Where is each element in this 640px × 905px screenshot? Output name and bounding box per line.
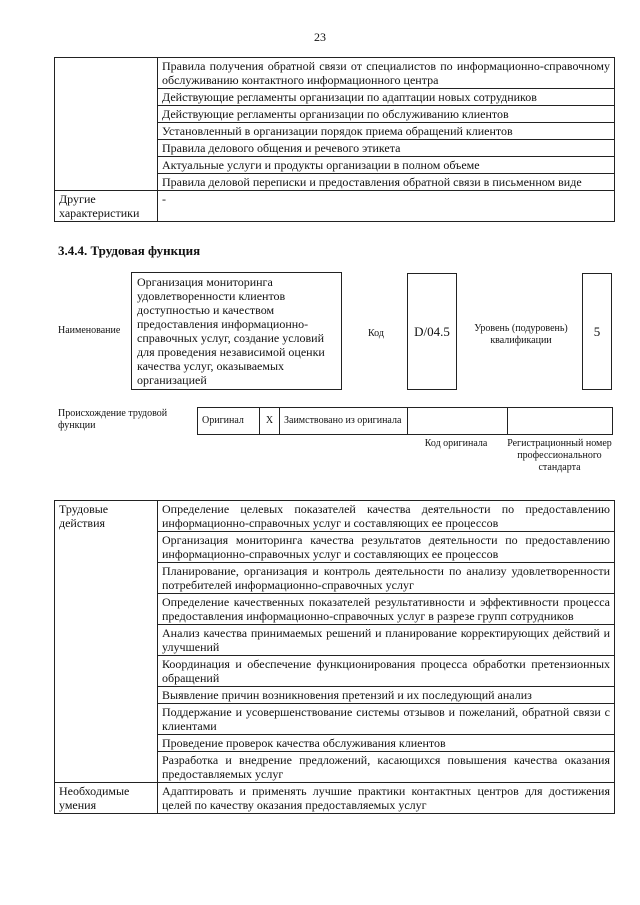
actions-label: Трудовые действия bbox=[55, 501, 158, 783]
code-original-label: Код оригинала bbox=[424, 438, 488, 449]
action-item: Организация мониторинга качества результатов деятельности по предоставлению информационно-справочных услуг и составляющих ее процессов bbox=[158, 532, 615, 563]
level-box: 5 bbox=[582, 273, 612, 390]
code-label: Код bbox=[368, 328, 384, 339]
knowledge-item: Установленный в организации порядок приема обращений клиентов bbox=[158, 123, 615, 140]
knowledge-item: Действующие регламенты организации по обслуживанию клиентов bbox=[158, 106, 615, 123]
section-title: 3.4.4. Трудовая функция bbox=[58, 243, 201, 258]
borrowed-label: Заимствовано из оригинала bbox=[280, 408, 408, 435]
empty-label-cell bbox=[55, 58, 158, 191]
other-characteristics-value: - bbox=[158, 191, 615, 222]
knowledge-item: Правила делового общения и речевого этикета bbox=[158, 140, 615, 157]
action-item: Планирование, организация и контроль деятельности по анализу удовлетворенности потребителей информационно-справочных услуг bbox=[158, 563, 615, 594]
knowledge-item: Действующие регламенты организации по адаптации новых сотрудников bbox=[158, 89, 615, 106]
origin-table bbox=[197, 407, 613, 435]
knowledge-item: Актуальные услуги и продукты организации в полном объеме bbox=[158, 157, 615, 174]
action-item: Координация и обеспечение функционирования процесса обработки претензионных обращений bbox=[158, 656, 615, 687]
code-original-cell bbox=[408, 408, 508, 435]
function-code-box: D/04.5 bbox=[407, 273, 457, 390]
function-name-box: Организация мониторинга удовлетворенности клиентов доступностью и качеством предоставления информационно-справочных услуг, создание условий для проведения независимой оценки качества услуг, оказываемых организацией bbox=[131, 272, 342, 390]
actions-table bbox=[54, 500, 615, 814]
knowledge-table bbox=[54, 57, 615, 222]
table-row bbox=[55, 501, 615, 532]
table-row bbox=[55, 783, 615, 814]
action-item: Поддержание и усовершенствование системы отзывов и пожеланий, обратной связи с клиентами bbox=[158, 704, 615, 735]
page-number: 23 bbox=[314, 30, 326, 44]
reg-number-cell bbox=[508, 408, 613, 435]
action-item: Выявление причин возникновения претензий и их последующий анализ bbox=[158, 687, 615, 704]
action-item: Разработка и внедрение предложений, касающихся повышения качества оказания предоставляемых услуг bbox=[158, 752, 615, 783]
action-item: Проведение проверок качества обслуживания клиентов bbox=[158, 735, 615, 752]
skill-item: Адаптировать и применять лучшие практики контактных центров для достижения целей по качеству оказания предоставляемых услуг bbox=[158, 783, 615, 814]
other-characteristics-label: Другие характеристики bbox=[55, 191, 158, 222]
knowledge-item: Правила получения обратной связи от специалистов по информационно-справочному обслуживанию контактного информационного центра bbox=[158, 58, 615, 89]
action-item: Определение целевых показателей качества деятельности по предоставлению информационно-справочных услуг и составляющих ее процессов bbox=[158, 501, 615, 532]
table-row bbox=[55, 191, 615, 222]
action-item: Определение качественных показателей результативности и эффективности процесса предоставления информационно-справочных услуг в разрезе групп сотрудников bbox=[158, 594, 615, 625]
name-label: Наименование bbox=[58, 325, 121, 336]
original-mark: X bbox=[260, 408, 280, 435]
table-row bbox=[55, 58, 615, 89]
origin-label: Происхождение трудовой функции bbox=[58, 408, 168, 431]
level-label: Уровень (подуровень) квалификации bbox=[474, 323, 568, 346]
skills-label: Необходимые умения bbox=[55, 783, 158, 814]
knowledge-item: Правила деловой переписки и предоставления обратной связи в письменном виде bbox=[158, 174, 615, 191]
action-item: Анализ качества принимаемых решений и планирование корректирующих действий и улучшений bbox=[158, 625, 615, 656]
original-label: Оригинал bbox=[198, 408, 260, 435]
table-row bbox=[198, 408, 613, 435]
reg-number-label: Регистрационный номер профессионального стандарта bbox=[507, 438, 612, 473]
